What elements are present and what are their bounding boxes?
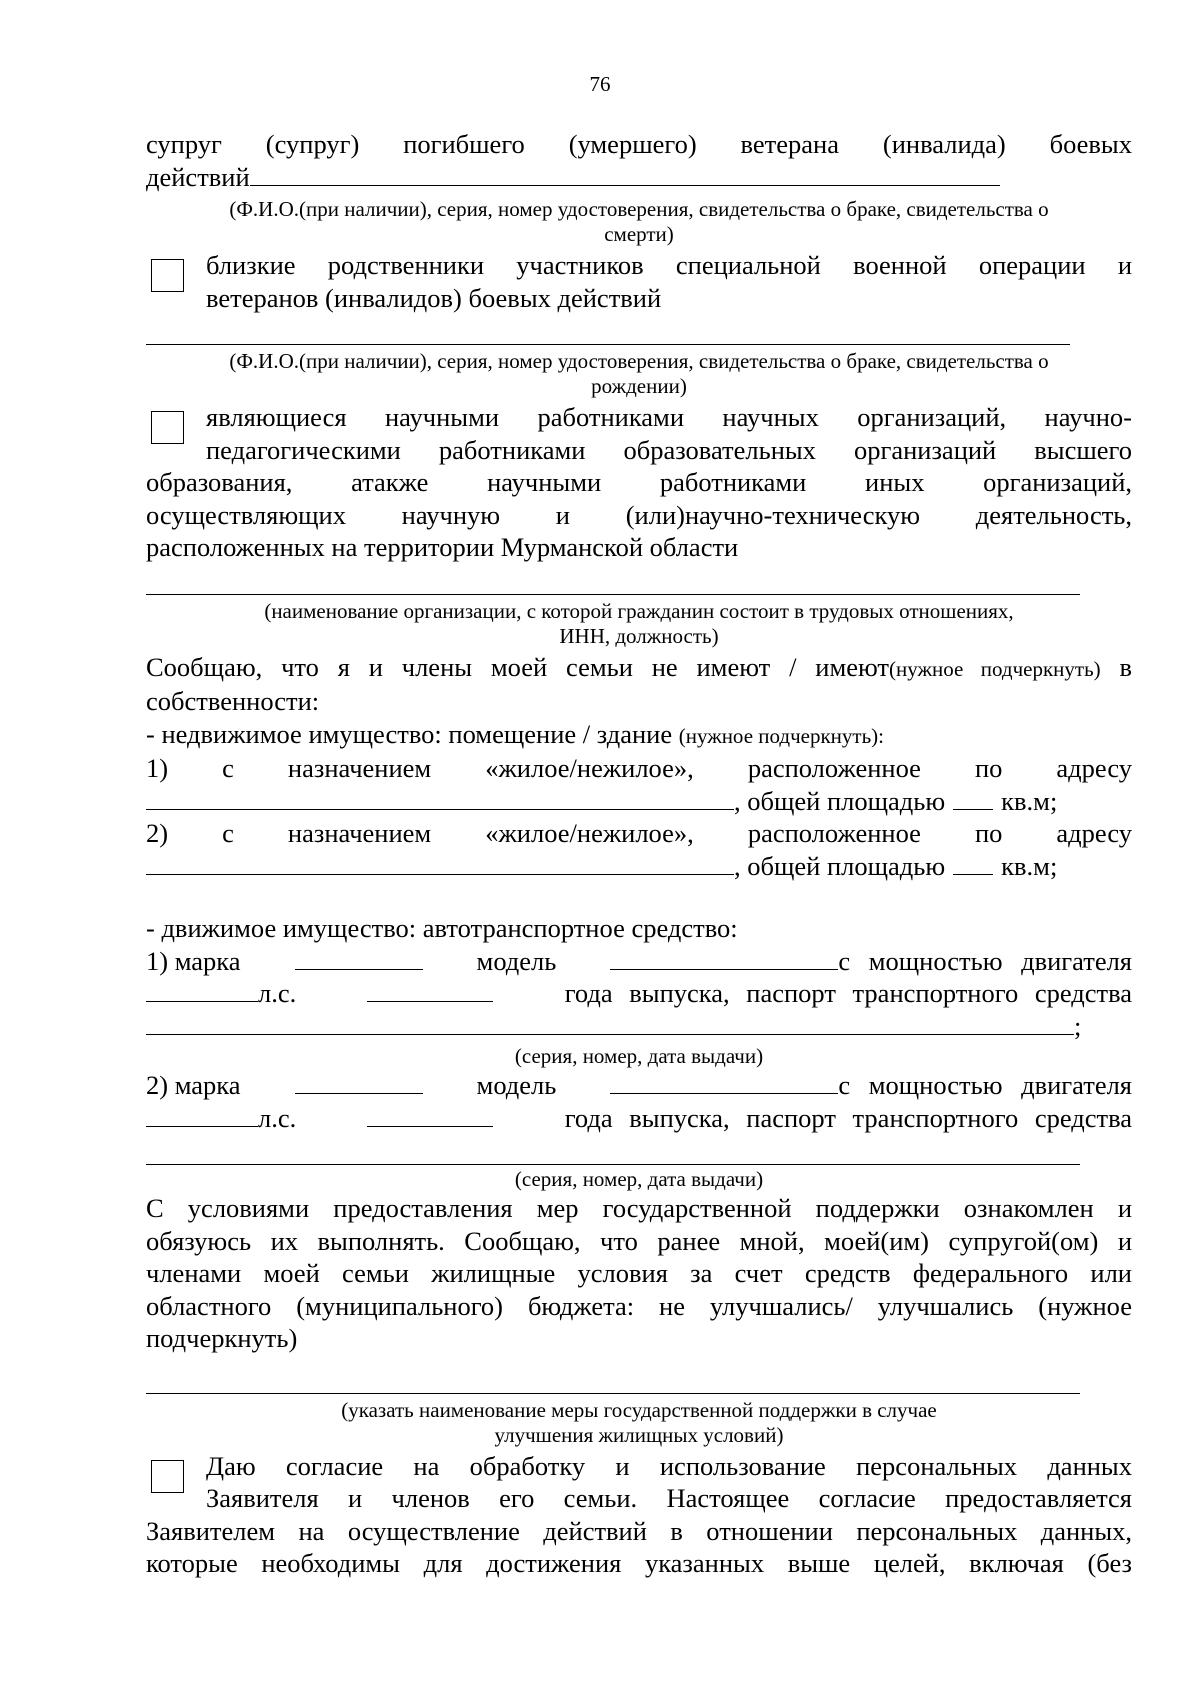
car-1-line-1: 1) марка модель с мощностью двигателя — [146, 945, 1132, 976]
conditions-line-2: обязуюсь их выполнять. Сообщаю, что ранее мной, моей(им) супругой(ом) и — [146, 1225, 1132, 1256]
realty-item-2-line-2: , общей площадью кв.м; — [146, 850, 1132, 883]
spouse-label: действий — [146, 161, 250, 192]
property-intro: Сообщаю, что я и члены моей семьи не имеют / имеют(нужное подчеркнуть) в — [146, 651, 1132, 682]
conditions-caption: (указать наименование меры государственной поддержки в случае улучшения жилищных условий) — [341, 1397, 937, 1447]
movable-label: - движимое имущество: автотранспортное средство: — [146, 913, 738, 943]
car-2-model-field[interactable] — [610, 1071, 838, 1094]
conditions-section — [146, 1192, 1132, 1355]
property-intro-note: (нужное подчеркнуть) — [889, 656, 1101, 681]
car-2-caption: (серия, номер, дата выдачи) — [514, 1167, 764, 1191]
consent-checkbox[interactable] — [151, 1460, 184, 1493]
relatives-section — [146, 249, 1132, 314]
consent-line-3: Заявителем на осуществление действий в отношении персональных данных, — [146, 1515, 1132, 1546]
conditions-line-5: подчеркнуть) — [146, 1323, 298, 1353]
scientists-line-4: осуществляющих научную и (или)научно-техническую деятельность, — [146, 499, 1132, 530]
car-1-caption: (серия, номер, дата выдачи) — [514, 1044, 764, 1068]
car-1-passport-field[interactable] — [146, 1012, 1074, 1035]
realty-2-area-field[interactable] — [953, 852, 993, 875]
scientists-line-1: являющиеся научными работниками научных организаций, научно- — [206, 402, 1132, 432]
spouse-section — [146, 128, 1132, 247]
realty-1-area-field[interactable] — [953, 787, 993, 810]
spouse-line-1: супруг (супруг) погибшего (умершего) ветерана (инвалида) боевых — [146, 129, 1132, 159]
car-2-line-1: 2) марка модель с мощностью двигателя — [146, 1070, 1132, 1100]
realty-item-2: 2) с назначением «жилое/нежилое», расположенное по адресу — [146, 818, 1132, 848]
consent-line-1: Даю согласие на обработку и использование персональных данных — [206, 1450, 1132, 1481]
car-1-model-field[interactable] — [610, 947, 838, 970]
support-measure-field[interactable] — [146, 1371, 1080, 1394]
realty-label: - недвижимое имущество: помещение / здание (нужное подчеркнуть): — [146, 718, 884, 749]
conditions-line-1: С условиями предоставления мер государственной поддержки ознакомлен и — [146, 1193, 1132, 1223]
car-1-year-field[interactable] — [367, 979, 493, 1002]
car-1-line-3: ; — [146, 1010, 1132, 1043]
scientists-line-2: педагогическими работниками образовательных организаций высшего — [206, 434, 1132, 465]
car-2-line-2: л.с. года выпуска, паспорт транспортного средства — [146, 1102, 1132, 1135]
relatives-name-field[interactable] — [146, 322, 1070, 345]
car-2-passport-field[interactable] — [146, 1142, 1080, 1165]
page-number: 76 — [589, 72, 611, 96]
consent-line-2: Заявителя и членов его семьи. Настоящее согласие предоставляется — [206, 1483, 1132, 1513]
conditions-line-3: членами моей семьи жилищные условия за счет средств федерального или — [146, 1258, 1132, 1288]
scientists-line-3: образования, атакже научными работниками иных организаций, — [146, 467, 1132, 497]
property-intro-line-2: собственности: — [146, 686, 320, 716]
relatives-checkbox[interactable] — [151, 259, 184, 292]
consent-section — [146, 1450, 1132, 1515]
spouse-caption: (Ф.И.О.(при наличии), серия, номер удостоверения, свидетельства о браке, свидетельства о смерти) — [229, 197, 1049, 246]
spouse-line-2 — [146, 161, 1132, 194]
organization-field[interactable] — [146, 572, 1080, 595]
form-body — [146, 128, 1132, 1580]
car-1-line-2: л.с. года выпуска, паспорт транспортного средства — [146, 977, 1132, 1010]
car-2-hp-field[interactable] — [146, 1104, 258, 1127]
car-2-brand-field[interactable] — [295, 1071, 423, 1094]
car-2-year-field[interactable] — [367, 1104, 493, 1127]
car-1-brand-field[interactable] — [295, 947, 423, 970]
spouse-name-field[interactable] — [250, 163, 1000, 186]
relatives-line-2: ветеранов (инвалидов) боевых действий — [206, 282, 662, 313]
car-1-hp-field[interactable] — [146, 979, 258, 1002]
relatives-caption: (Ф.И.О.(при наличии), серия, номер удостоверения, свидетельства о браке, свидетельства о рождении) — [229, 349, 1049, 398]
consent-line-4: которые необходимы для достижения указанных выше целей, включая (без — [146, 1548, 1132, 1578]
scientists-checkbox[interactable] — [151, 411, 184, 444]
realty-1-address-field[interactable] — [146, 787, 734, 810]
realty-item-1-line-2: , общей площадью кв.м; — [146, 785, 1132, 818]
realty-2-address-field[interactable] — [146, 852, 734, 875]
conditions-line-4: областного (муниципального) бюджета: не улучшались/ улучшались (нужное — [146, 1290, 1132, 1321]
realty-item-1: 1) с назначением «жилое/нежилое», расположенное по адресу — [146, 753, 1132, 783]
scientists-caption: (наименование организации, с которой гражданин состоит в трудовых отношениях, ИНН, должность) — [264, 598, 1014, 648]
relatives-line-1: близкие родственники участников специальной военной операции и — [206, 250, 1132, 280]
scientists-line-5: расположенных на территории Мурманской области — [146, 532, 739, 562]
scientists-section — [146, 401, 1132, 466]
